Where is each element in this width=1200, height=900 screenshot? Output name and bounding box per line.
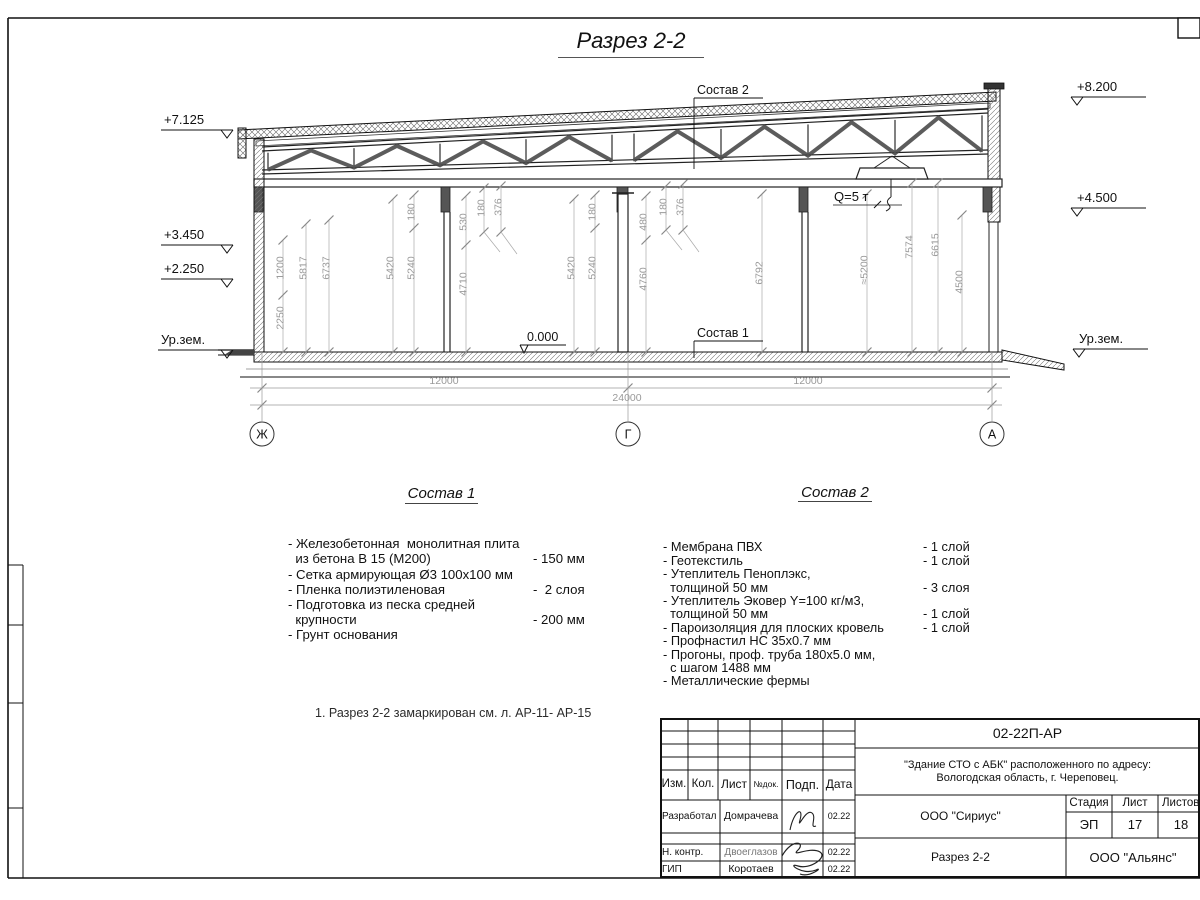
dim-vertical: 6792	[753, 261, 766, 285]
crane-capacity-label: Q=5 т	[834, 189, 869, 204]
sostav2-heading: Состав 2	[663, 486, 975, 502]
parapet-cap	[984, 83, 1004, 89]
sostav1-ref-label: Состав 1	[697, 326, 749, 340]
dim-vertical: 5240	[405, 256, 418, 280]
list-item: - Профнастил НС 35х0.7 мм	[663, 633, 832, 649]
eave-fascia	[238, 128, 246, 158]
name-cell: Двоеглазов	[724, 846, 778, 858]
col-header-podp: Подп.	[785, 777, 820, 792]
grid-bubbles	[250, 422, 1004, 446]
list-item: - Пленка полиэтиленовая - 2 слоя	[288, 581, 585, 597]
list-item: толщиной 50 мм - 1 слой	[663, 606, 970, 622]
list-item: из бетона В 15 (М200) - 150 мм	[288, 551, 585, 567]
sostav2-list	[663, 486, 975, 688]
page-title: Разрез 2-2	[558, 28, 704, 58]
dim-vertical: 5240	[586, 256, 599, 280]
dim-vertical: 376	[492, 198, 505, 216]
date-cell: 02.22	[827, 864, 851, 875]
dim-vertical: 4710	[457, 272, 470, 296]
list-item: - Утеплитель Эковер Y=100 кг/м3,	[663, 593, 865, 609]
sostav1-heading: Состав 1	[288, 486, 595, 504]
dim-vertical: 7574	[903, 235, 916, 259]
sheet-name: Разрез 2-2	[931, 850, 990, 865]
dim-vertical: 180	[405, 203, 418, 221]
doc-code: 02-22П-АР	[992, 724, 1063, 741]
list-item: - Мембрана ПВХ - 1 слой	[663, 539, 970, 555]
dim-span-right: 12000	[793, 375, 823, 387]
axis-a: А	[987, 427, 997, 442]
elevation-label: +2.250	[164, 261, 205, 276]
left-filing-strip	[8, 565, 23, 878]
dim-vertical: 1200	[274, 256, 287, 280]
corner-box	[1178, 18, 1200, 38]
axis-zh: Ж	[256, 427, 268, 442]
crane-hook	[886, 197, 891, 211]
col-header-ndok: №док.	[753, 779, 779, 790]
elevation-marks-left	[158, 130, 233, 358]
list-item: - Металлические фермы	[663, 673, 810, 689]
foundation-lines	[240, 369, 1010, 377]
elevation-label: +8.200	[1077, 79, 1118, 94]
dim-vertical: 180	[475, 199, 488, 217]
dim-vertical: 530	[457, 213, 470, 231]
stage-value: ЭП	[1079, 816, 1099, 832]
sostav2-ref-label: Состав 2	[697, 83, 749, 97]
list-item: - Железобетонная монолитная плита	[288, 536, 520, 552]
elevation-label: +3.450	[164, 227, 205, 242]
list-item: - Прогоны, проф. труба 180х5.0 мм,	[663, 646, 876, 662]
designer-org: ООО "Сириус"	[920, 808, 1001, 823]
signature	[782, 812, 822, 875]
dim-vertical: 4760	[637, 267, 650, 291]
project-line1: "Здание СТО с АБК" расположенного по адресу:	[903, 758, 1152, 771]
tie-beam	[254, 179, 1002, 187]
list-item: крупности - 200 мм	[288, 612, 585, 628]
sostav1-list	[288, 486, 595, 643]
role-cell: ГИП	[662, 863, 682, 875]
role-cell: Разработал	[662, 810, 717, 822]
col-header-list: Лист	[720, 777, 748, 792]
role-cell: Н. контр.	[662, 846, 704, 858]
sheet-value: 17	[1127, 816, 1143, 832]
dim-vertical: 376	[674, 198, 687, 216]
sheet-label: Лист	[1122, 796, 1148, 809]
sheets-value: 18	[1173, 816, 1189, 832]
list-item: - Подготовка из песка средней	[288, 597, 475, 613]
dim-vertical: ≈5200	[858, 255, 871, 285]
list-item: - Утеплитель Пеноплэкс,	[663, 566, 811, 582]
dim-vertical: 4500	[953, 270, 966, 294]
date-cell: 02.22	[827, 847, 851, 858]
list-item: - Геотекстиль - 1 слой	[663, 552, 970, 568]
dim-vertical: 5420	[565, 256, 578, 280]
dim-vertical: 2250	[274, 306, 287, 330]
axis-g: Г	[624, 427, 632, 442]
title-block	[660, 718, 1200, 878]
col-header-data: Дата	[825, 777, 853, 792]
left-wall	[254, 139, 264, 352]
dim-span-total: 24000	[612, 392, 642, 404]
list-item: - Пароизоляция для плоских кровель - 1 слой	[663, 619, 970, 635]
list-item: с шагом 1488 мм	[663, 660, 771, 676]
elevation-label: Ур.зем.	[1079, 331, 1124, 346]
date-cell: 02.22	[827, 811, 851, 822]
col-header-kol: Кол.	[691, 778, 715, 791]
stage-label: Стадия	[1069, 796, 1109, 809]
list-item: - Грунт основания	[288, 627, 398, 643]
elevation-label: +4.500	[1077, 190, 1118, 205]
dim-vertical: 180	[586, 203, 599, 221]
dim-span-left: 12000	[429, 375, 459, 387]
elevation-label: Ур.зем.	[161, 332, 206, 347]
client-org: ООО "Альянс"	[1089, 849, 1177, 865]
dim-vertical: 6615	[929, 233, 942, 257]
dim-vertical: 5817	[297, 256, 310, 280]
dim-vertical: 5420	[384, 256, 397, 280]
name-cell: Коротаев	[728, 863, 774, 876]
list-item: толщиной 50 мм - 3 слоя	[663, 579, 970, 595]
zero-level-label: 0.000	[527, 330, 559, 344]
dim-vertical: 480	[637, 213, 650, 231]
list-item: - Сетка армирующая Ø3 100х100 мм	[288, 566, 513, 582]
elevation-label: +7.125	[164, 112, 205, 127]
dim-vertical: 180	[657, 198, 670, 216]
project-line2: Вологодская область, г. Череповец.	[936, 771, 1119, 784]
drawing-note: 1. Разрез 2-2 замаркирован см. л. АР-11- АР-15	[315, 706, 592, 720]
col-header-izm: Изм.	[661, 778, 687, 791]
elevation-marks-right	[1071, 97, 1148, 357]
name-cell: Домрачева	[723, 810, 779, 823]
right-ramp	[1002, 350, 1064, 370]
sheets-label: Листов	[1162, 796, 1200, 809]
project-name	[860, 748, 1195, 795]
dim-vertical: 6737	[320, 256, 333, 280]
middle-column	[618, 194, 628, 352]
